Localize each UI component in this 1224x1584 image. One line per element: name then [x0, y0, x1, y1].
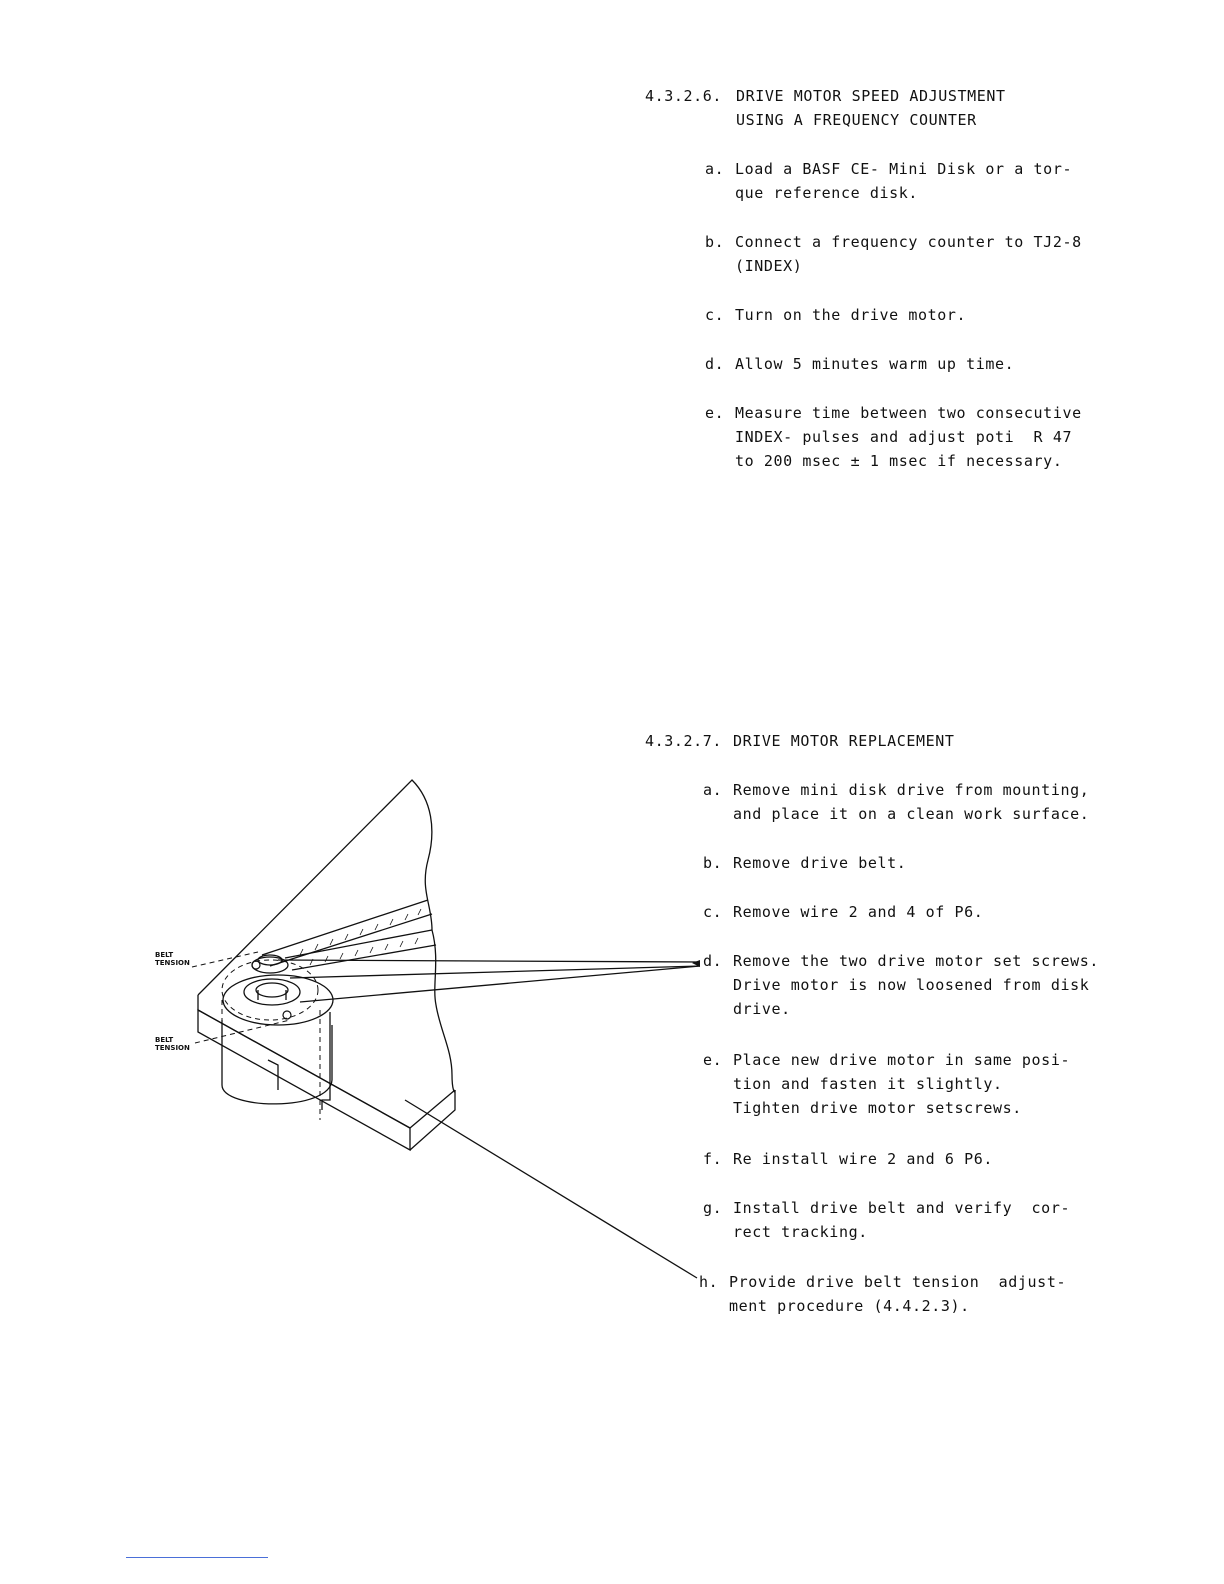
step-1a-letter: a.	[705, 160, 725, 178]
step-2a-line-2: and place it on a clean work surface.	[733, 805, 1090, 823]
step-2g-line-2: rect tracking.	[733, 1223, 868, 1241]
step-1b-line-2: (INDEX)	[735, 257, 803, 275]
step-1e-line-3: to 200 msec ± 1 msec if necessary.	[735, 452, 1063, 470]
step-2e-letter: e.	[703, 1051, 723, 1069]
set-screw-top	[252, 961, 260, 969]
step-1c-letter: c.	[705, 306, 725, 324]
step-2d-line-1: Remove the two drive motor set screws.	[733, 952, 1099, 970]
step-1a-line-2: que reference disk.	[735, 184, 918, 202]
step-2c-letter: c.	[703, 903, 723, 921]
step-2b-letter: b.	[703, 854, 723, 872]
set-screw-bottom	[283, 1011, 291, 1019]
step-1e-letter: e.	[705, 404, 725, 422]
belt-tension-label-bottom-line-1: BELT	[155, 1036, 174, 1044]
step-2d-letter: d.	[703, 952, 723, 970]
section-1-title-line-1: DRIVE MOTOR SPEED ADJUSTMENT	[736, 87, 1006, 105]
step-1d-line-1: Allow 5 minutes warm up time.	[735, 355, 1015, 373]
step-2h-letter: h.	[699, 1273, 719, 1291]
step-2e-line-1: Place new drive motor in same posi-	[733, 1051, 1071, 1069]
step-2g-line-1: Install drive belt and verify cor-	[733, 1199, 1071, 1217]
step-1a-line-1: Load a BASF CE- Mini Disk or a tor-	[735, 160, 1073, 178]
step-2b-line-1: Remove drive belt.	[733, 854, 907, 872]
step-2a-line-1: Remove mini disk drive from mounting,	[733, 781, 1090, 799]
step-1b-letter: b.	[705, 233, 725, 251]
belt-tension-label-top	[155, 951, 190, 967]
step-2g-letter: g.	[703, 1199, 723, 1217]
footer-rule	[126, 1557, 268, 1558]
step-2a-letter: a.	[703, 781, 723, 799]
step-2f-line-1: Re install wire 2 and 6 P6.	[733, 1150, 994, 1168]
section-1-title-line-2: USING A FREQUENCY COUNTER	[736, 111, 977, 129]
step-2h-line-2: ment procedure (4.4.2.3).	[729, 1297, 970, 1315]
section-2-number: 4.3.2.7.	[645, 732, 723, 750]
step-2e-line-3: Tighten drive motor setscrews.	[733, 1099, 1022, 1117]
section-1-number: 4.3.2.6.	[645, 87, 723, 105]
step-2c-line-1: Remove wire 2 and 4 of P6.	[733, 903, 984, 921]
step-1b-line-1: Connect a frequency counter to TJ2-8	[735, 233, 1082, 251]
step-2d-line-3: drive.	[733, 1000, 791, 1018]
step-2h-line-1: Provide drive belt tension adjust-	[729, 1273, 1067, 1291]
belt-tension-label-bottom-line-2: TENSION	[155, 1044, 190, 1052]
belt-tension-label-bottom	[155, 1036, 190, 1052]
section-2-title: DRIVE MOTOR REPLACEMENT	[733, 732, 955, 750]
step-2d-line-2: Drive motor is now loosened from disk	[733, 976, 1090, 994]
step-1e-line-2: INDEX- pulses and adjust poti R 47	[735, 428, 1073, 446]
step-1e-line-1: Measure time between two consecutive	[735, 404, 1082, 422]
step-2f-letter: f.	[703, 1150, 723, 1168]
belt-tension-label-top-line-2: TENSION	[155, 959, 190, 967]
step-2e-line-2: tion and fasten it slightly.	[733, 1075, 1003, 1093]
step-1c-line-1: Turn on the drive motor.	[735, 306, 967, 324]
step-1d-letter: d.	[705, 355, 725, 373]
belt-tension-label-top-line-1: BELT	[155, 951, 174, 959]
